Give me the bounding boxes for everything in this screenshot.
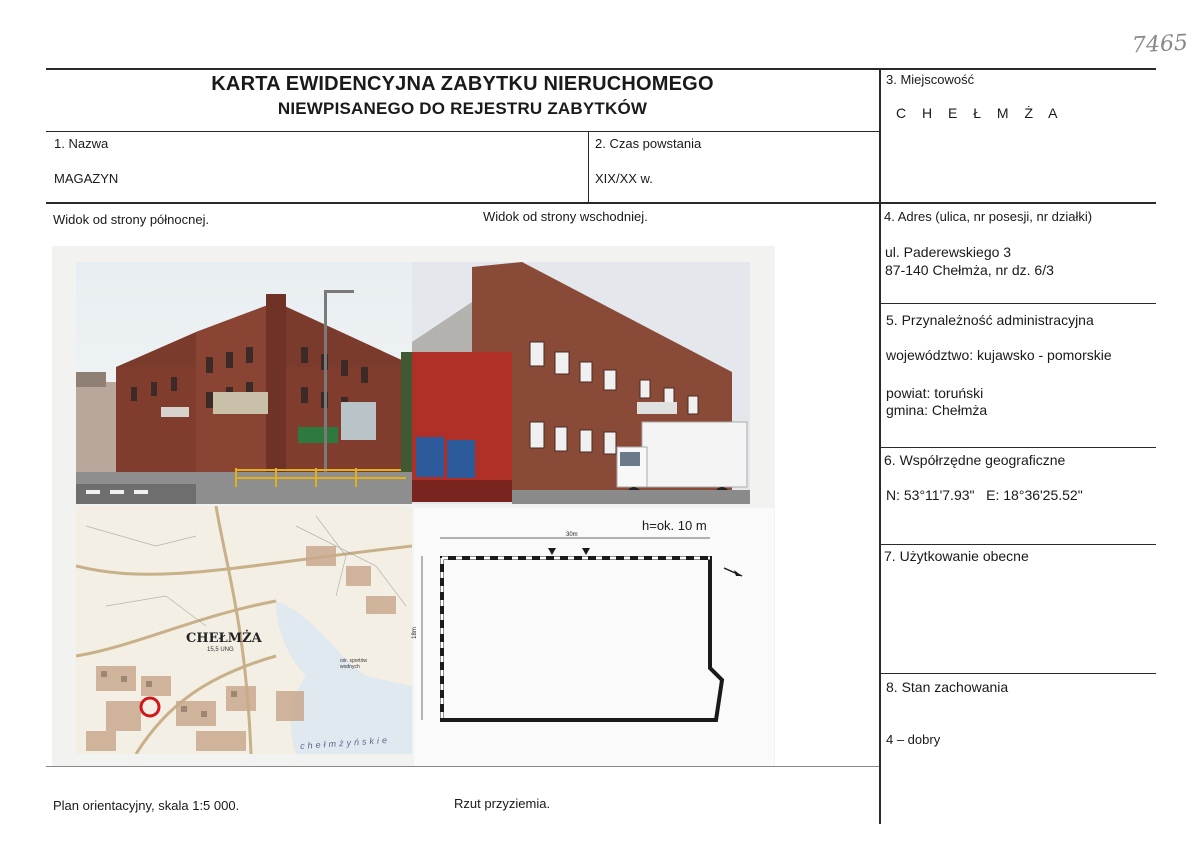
map-town-label: CHEŁMŻA [186, 631, 262, 646]
plan-height-note: h=ok. 10 m [642, 518, 707, 533]
location-map [76, 506, 412, 754]
map-sports-label: ośr. sportów wodnych [340, 658, 367, 670]
nazwa-label: 1. Nazwa [54, 136, 109, 151]
rule-7 [881, 544, 1156, 545]
adres-label: 4. Adres (ulica, nr posesji, nr działki) [884, 209, 1093, 224]
image-bottom-rule [46, 766, 879, 767]
map-lake-label: chełmżyńskie [299, 734, 391, 752]
title-line1: KARTA EWIDENCYJNA ZABYTKU NIERUCHOMEGO [211, 73, 714, 95]
adres-line2: 87-140 Chełmża, nr dz. 6/3 [885, 262, 1054, 278]
fields-bottom-rule [46, 202, 1156, 204]
stan-label: 8. Stan zachowania [886, 679, 1009, 695]
wspolrzedne-value: N: 53°11'7.93" E: 18°36'25.52" [886, 487, 1083, 503]
rule-5 [881, 303, 1156, 304]
title-line2: NIEWPISANEGO DO REJESTRU ZABYTKÓW [277, 99, 648, 118]
miejscowosc-value: C H E Ł M Ż A [896, 105, 1064, 121]
rule-8 [881, 673, 1156, 674]
przynaleznosc-label: 5. Przynależność administracyjna [886, 312, 1094, 328]
caption-east: Widok od strony wschodniej. [483, 209, 648, 224]
nazwa-value: MAGAZYN [54, 171, 119, 186]
name-time-divider [588, 131, 589, 203]
caption-north: Widok od strony północnej. [53, 212, 210, 227]
powiat-value: powiat: toruński [886, 385, 984, 401]
czas-value: XIX/XX w. [595, 171, 653, 186]
wojewodztwo-value: województwo: kujawsko - pomorskie [886, 347, 1112, 363]
handwritten-number: 7465 [1131, 30, 1189, 59]
photo-east [412, 262, 750, 504]
header-bottom-rule [46, 131, 879, 132]
photo-north [76, 262, 412, 504]
adres-line1: ul. Paderewskiego 3 [885, 244, 1012, 260]
top-rule [46, 68, 1156, 70]
column-divider [879, 68, 881, 824]
czas-label: 2. Czas powstania [595, 136, 702, 151]
caption-plan: Plan orientacyjny, skala 1:5 000. [53, 798, 240, 813]
map-elevation: 15,5 UNG [207, 647, 234, 653]
plan-width-label: 30m [566, 532, 578, 538]
floor-plan-drawing [411, 508, 774, 766]
rule-6 [881, 447, 1156, 448]
uzytkowanie-label: 7. Użytkowanie obecne [884, 548, 1029, 564]
wspolrzedne-label: 6. Współrzędne geograficzne [884, 452, 1066, 468]
stan-value: 4 – dobry [886, 732, 941, 747]
plan-depth-label: 18m [411, 627, 418, 639]
miejscowosc-label: 3. Miejscowość [886, 72, 975, 87]
caption-rzut: Rzut przyziemia. [454, 796, 551, 811]
gmina-value: gmina: Chełmża [886, 402, 988, 418]
